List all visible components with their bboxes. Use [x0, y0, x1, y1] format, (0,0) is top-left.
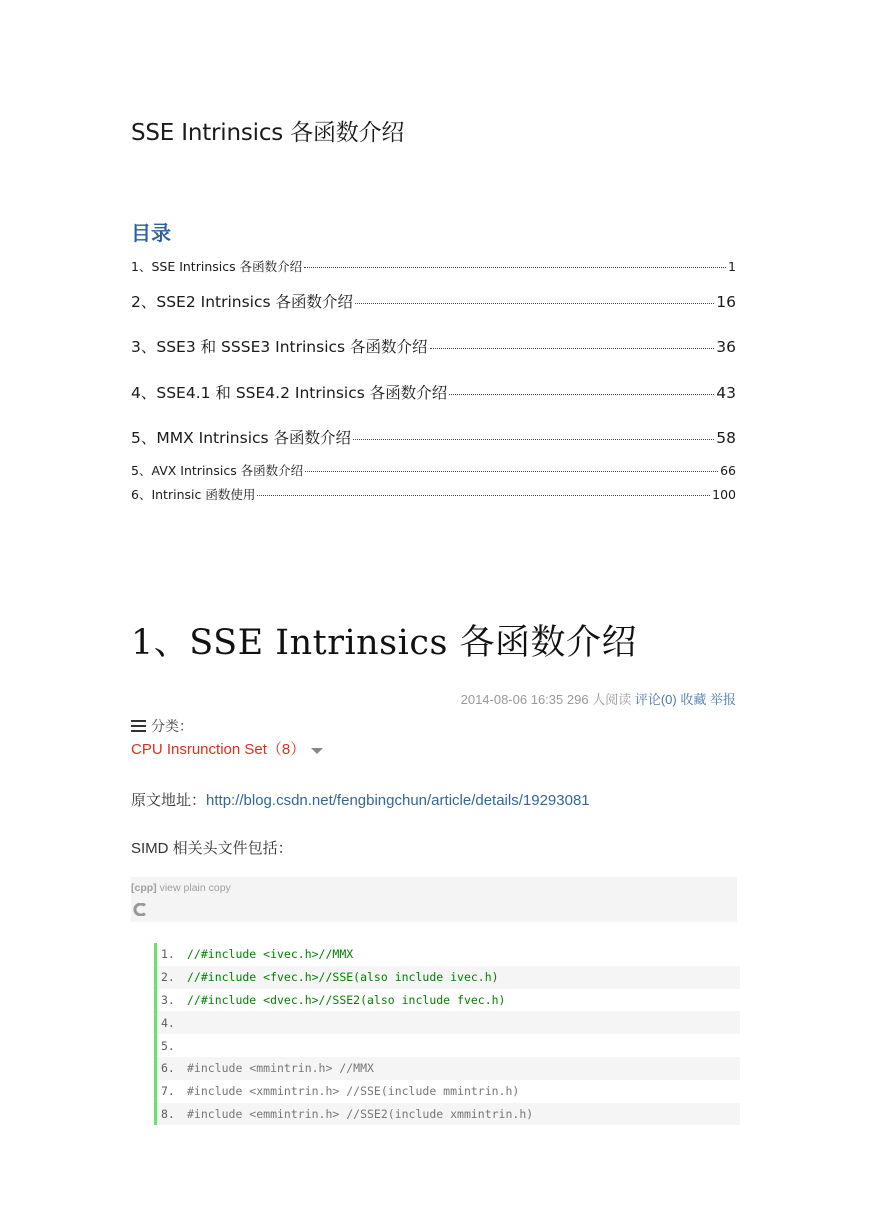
toc-entry-title: 5、AVX Intrinsics 各函数介绍: [131, 463, 304, 478]
code-line: [157, 943, 740, 966]
toc-entry[interactable]: [131, 485, 736, 503]
code-toolbar-text: [131, 882, 231, 894]
code-listing: [154, 943, 740, 1125]
read-count: 296 人阅读: [566, 692, 632, 707]
toc-entry-page: 36: [716, 338, 736, 356]
code-line: [157, 1057, 740, 1080]
code-text: //#include <ivec.h>//MMX: [187, 947, 354, 962]
toc-entry-page: 100: [712, 487, 736, 502]
code-line: [157, 1080, 740, 1103]
toc-entry-page: 66: [720, 463, 736, 478]
category-label: 分类：: [151, 718, 193, 734]
toc-entry-page: 58: [716, 429, 736, 447]
document-title: SSE Intrinsics 各函数介绍: [131, 120, 405, 146]
code-text: //#include <dvec.h>//SSE2(also include fvec.h): [187, 992, 506, 1007]
report-link[interactable]: 举报: [709, 692, 736, 707]
code-line: [157, 1034, 740, 1057]
line-number: 1.: [161, 947, 175, 962]
code-toolbar: [131, 877, 737, 922]
code-language-label: [cpp]: [131, 882, 157, 894]
code-text: #include <xmmintrin.h> //SSE(include mmintrin.h): [187, 1084, 520, 1099]
code-text: #include <mmintrin.h> //MMX: [187, 1061, 374, 1076]
toc-entry-title: 2、SSE2 Intrinsics 各函数介绍: [131, 293, 354, 311]
line-number: 7.: [161, 1084, 175, 1099]
category-link-text: CPU Insrunction Set（8）: [131, 741, 306, 758]
list-icon: [131, 720, 146, 732]
category-link[interactable]: [131, 738, 323, 759]
line-number: 4.: [161, 1015, 175, 1030]
code-toolbar-actions[interactable]: view plain copy: [159, 882, 231, 894]
line-number: 2.: [161, 970, 175, 985]
toc-entry-title: 3、SSE3 和 SSSE3 Intrinsics 各函数介绍: [131, 338, 428, 356]
toc-entry-page: 16: [716, 293, 736, 311]
line-number: 8.: [161, 1106, 175, 1121]
code-text: //#include <fvec.h>//SSE(also include ivec.h): [187, 970, 499, 985]
code-line: [157, 1011, 740, 1034]
code-line: [157, 966, 740, 989]
toc-entry[interactable]: [131, 426, 736, 448]
favorite-link[interactable]: 收藏: [680, 692, 707, 707]
toc-entry-page: 43: [716, 384, 736, 402]
line-number: 5.: [161, 1038, 175, 1053]
toc-entry-title: 5、MMX Intrinsics 各函数介绍: [131, 429, 352, 447]
chevron-down-icon[interactable]: [311, 748, 323, 754]
toc-leader: [305, 471, 718, 472]
toc-entry-title: 4、SSE4.1 和 SSE4.2 Intrinsics 各函数介绍: [131, 384, 448, 402]
toc-entry[interactable]: [131, 290, 736, 312]
toc-leader: [257, 495, 710, 496]
toc-entry-title: 1、SSE Intrinsics 各函数介绍: [131, 259, 303, 274]
category-label-row: [131, 716, 193, 736]
code-line: [157, 989, 740, 1012]
toc-leader: [353, 439, 714, 440]
code-line: [157, 1103, 740, 1126]
toc-leader: [355, 303, 714, 304]
source-url-link[interactable]: http://blog.csdn.net/fengbingchun/article/details/19293081: [206, 792, 590, 809]
toc-leader: [304, 267, 726, 268]
code-text: #include <emmintrin.h> //SSE2(include xmmintrin.h): [187, 1106, 534, 1121]
toc-entry[interactable]: [131, 381, 736, 403]
source-line: [131, 789, 590, 810]
toc-leader: [449, 394, 714, 395]
toc-entry-title: 6、Intrinsic 函数使用: [131, 487, 256, 502]
comments-link[interactable]: 评论(0): [634, 692, 677, 707]
toc-entry-page: 1: [728, 259, 736, 274]
toc-heading: 目录: [131, 221, 171, 245]
source-label: 原文地址：: [131, 792, 207, 809]
simd-intro-text: SIMD 相关头文件包括：: [131, 840, 293, 857]
toc-entry[interactable]: [131, 335, 736, 357]
toc-leader: [430, 348, 715, 349]
toc-entry[interactable]: [131, 257, 736, 275]
toc-entry[interactable]: [131, 461, 736, 479]
post-datetime: 2014-08-06 16:35: [460, 692, 564, 707]
section-heading: 1、SSE Intrinsics 各函数介绍: [131, 623, 638, 663]
line-number: 3.: [161, 992, 175, 1007]
post-meta: [131, 689, 736, 708]
copy-icon[interactable]: [133, 903, 147, 916]
line-number: 6.: [161, 1061, 175, 1076]
